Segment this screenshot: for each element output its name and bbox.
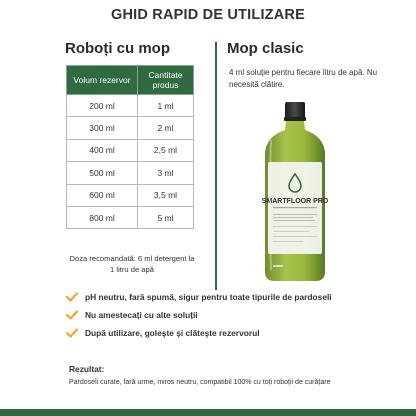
table-row	[67, 184, 194, 206]
robot-section-heading: Roboți cu mop	[65, 40, 170, 57]
header-product-amount: Cantitate produs	[138, 66, 194, 95]
check-icon	[66, 310, 78, 320]
cell-tank-volume: 800 ml	[67, 206, 138, 228]
table-row	[67, 139, 194, 161]
table-row	[67, 206, 194, 228]
section-divider	[215, 42, 217, 290]
benefit-text: După utilizare, goleşte şi clăteşte rezervorul	[85, 328, 260, 338]
classic-section-description: 4 ml soluție pentru fiecare litru de apă. Nu necesită clătire.	[229, 68, 378, 89]
table-row	[67, 162, 194, 184]
benefit-text: pH neutru, fară spumă, sigur pentru toate tipurile de pardoseli	[85, 292, 332, 302]
cell-tank-volume: 500 ml	[67, 162, 138, 184]
result-title: Rezultat:	[69, 364, 105, 374]
dosage-table	[66, 65, 194, 229]
cell-product-amount: 2,5 ml	[138, 139, 194, 161]
dosage-note-line: 1 litru de apă	[110, 265, 154, 274]
robot-section	[28, 40, 218, 57]
check-icon	[66, 328, 78, 338]
cell-product-amount: 3 ml	[138, 162, 194, 184]
cell-tank-volume: 400 ml	[67, 139, 138, 161]
list-item	[66, 310, 198, 320]
dosage-note-line: Doza recomandată: 6 ml detergent la	[69, 254, 195, 263]
table-row	[67, 117, 194, 139]
bottle-brand: SMARTFLOOR PRO	[261, 198, 329, 205]
cell-product-amount: 5 ml	[138, 206, 194, 228]
list-item	[66, 328, 260, 338]
cell-tank-volume: 200 ml	[67, 95, 138, 117]
product-bottle-image	[255, 100, 335, 283]
classic-section-heading: Mop clasic	[227, 40, 304, 57]
list-item	[66, 292, 332, 302]
dosage-table-header	[67, 66, 194, 95]
page-title: GHID RAPID DE UTILIZARE	[111, 7, 305, 23]
result-text: Pardoseli curate, fară urme, miros neutru, compatibil 100% cu toți roboții de curățare	[69, 379, 331, 386]
table-row	[67, 95, 194, 117]
cell-product-amount: 2 ml	[138, 117, 194, 139]
cell-product-amount: 3,5 ml	[138, 184, 194, 206]
cell-product-amount: 1 ml	[138, 95, 194, 117]
classic-section	[227, 40, 397, 57]
benefit-text: Nu amestecați cu alte soluții	[85, 310, 198, 320]
cell-tank-volume: 600 ml	[67, 184, 138, 206]
header-tank-volume: Volum rezervor	[67, 66, 138, 95]
dosage-note	[62, 253, 202, 275]
check-icon	[66, 292, 78, 302]
footer-bar	[0, 409, 416, 416]
cell-tank-volume: 300 ml	[67, 117, 138, 139]
